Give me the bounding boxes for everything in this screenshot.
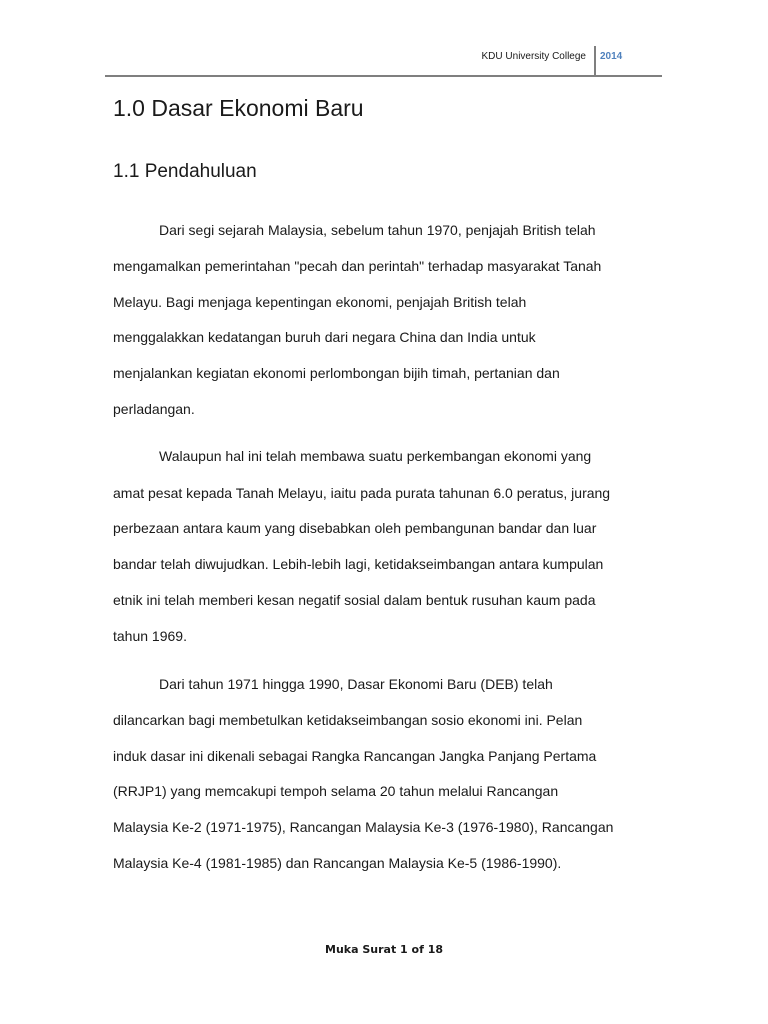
paragraph-line: (RRJP1) yang memcakupi tempoh selama 20 tahun melalui Rancangan [113,783,559,799]
page-number-footer: Muka Surat 1 of 18 [325,943,443,956]
paragraph-line: Melayu. Bagi menjaga kepentingan ekonomi, penjajah British telah [113,294,527,310]
header-organization: KDU University College [481,51,586,62]
paragraph-line: amat pesat kepada Tanah Melayu, iaitu pada purata tahunan 6.0 peratus, jurang [113,485,611,501]
paragraph-line: Malaysia Ke-2 (1971-1975), Rancangan Malaysia Ke-3 (1976-1980), Rancangan [113,819,614,835]
paragraph-line: Walaupun hal ini telah membawa suatu perkembangan ekonomi yang [159,448,592,464]
section-heading: 1.0 Dasar Ekonomi Baru [113,95,364,121]
header-divider [594,46,596,75]
paragraph-line: tahun 1969. [113,628,187,644]
paragraph-line: etnik ini telah memberi kesan negatif sosial dalam bentuk rusuhan kaum pada [113,592,596,608]
paragraph-line: Dari tahun 1971 hingga 1990, Dasar Ekonomi Baru (DEB) telah [159,676,553,692]
paragraph-line: menjalankan kegiatan ekonomi perlombongan bijih timah, pertanian dan [113,365,560,381]
paragraph-line: Malaysia Ke-4 (1981-1985) dan Rancangan Malaysia Ke-5 (1986-1990). [113,855,562,871]
paragraph-line: perbezaan antara kaum yang disebabkan oleh pembangunan bandar dan luar [113,520,597,536]
paragraph-line: menggalakkan kedatangan buruh dari negara China dan India untuk [113,329,536,345]
page-header [105,45,662,77]
paragraph-line: mengamalkan pemerintahan "pecah dan perintah" terhadap masyarakat Tanah [113,258,602,274]
subsection-heading: 1.1 Pendahuluan [113,161,257,182]
paragraph-line: bandar telah diwujudkan. Lebih-lebih lagi, ketidakseimbangan antara kumpulan [113,556,604,572]
paragraph-line: Dari segi sejarah Malaysia, sebelum tahun 1970, penjajah British telah [159,222,596,238]
paragraph-line: perladangan. [113,401,195,417]
paragraph-line: induk dasar ini dikenali sebagai Rangka Rancangan Jangka Panjang Pertama [113,748,597,764]
paragraph-line: dilancarkan bagi membetulkan ketidakseimbangan sosio ekonomi ini. Pelan [113,712,583,728]
header-year: 2014 [600,51,623,62]
